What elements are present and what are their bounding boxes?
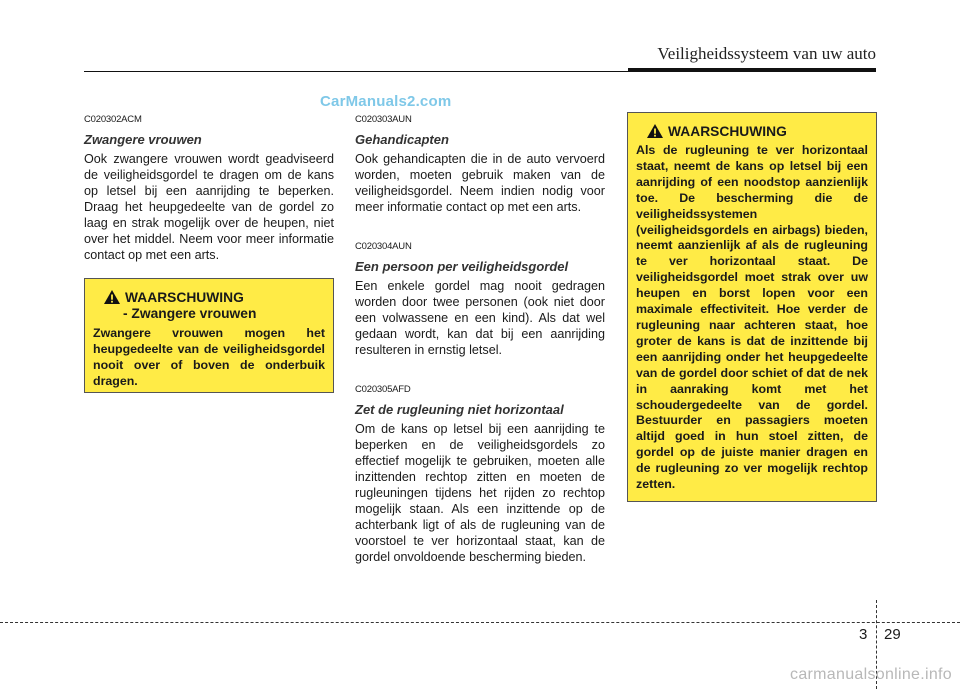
warning-triangle-icon bbox=[103, 289, 121, 305]
warning-text: Als de rugleuning te ver horizontaal staat, neemt de kans op letsel bij een aanrijding of een noodstop aanzienlijk toe. De bescherming die de veiligheidssystemen (veiligheidsgordels en airbags) bieden, neemt aanzienlijk af als de rugleuning te ver horizontaal staat. De veiligheidsgordel moet strak over uw heupen en borst lopen voor een maximale effectiviteit. Hoe verder de rugleuning naar achteren staat, hoe groter de kans is dat de inzittende bij een aanrijding onder het heupgedeelte van de gordel door schiet of dat de nek in aanraking komt met het schoudergedeelte van de gordel. Bestuurder en passagiers moeten altijd goed in hun stoel zitten, de gordel op de juiste manier dragen en de rugleuning zo ver mogelijk rechtop zetten. bbox=[636, 143, 868, 492]
page-number: 29 bbox=[884, 626, 901, 643]
section-code: C020303AUN bbox=[355, 114, 412, 125]
watermark-top: CarManuals2.com bbox=[320, 93, 452, 110]
section-code: C020305AFD bbox=[355, 384, 411, 395]
section-code: C020304AUN bbox=[355, 241, 412, 252]
warning-text: Zwangere vrouwen mogen het heupgedeelte van de veiligheidsgordel nooit over of boven de onderbuik dragen. bbox=[93, 326, 325, 388]
section-heading: Gehandicapten bbox=[355, 132, 449, 147]
section-heading: Zwangere vrouwen bbox=[84, 132, 202, 147]
chapter-number: 3 bbox=[859, 626, 868, 643]
middle-column bbox=[355, 112, 605, 589]
left-column bbox=[84, 112, 334, 287]
header-rule-accent bbox=[628, 68, 876, 72]
section-heading: Een persoon per veiligheidsgordel bbox=[355, 259, 569, 274]
section-text: Ook zwangere vrouwen wordt geadviseerd de veiligheidsgordel te dragen om de kans op letsel bij een aanrijding te beperken. Draag het heupgedeelte van de gordel zo laag en strak mogelijk over de heupen, niet over het middel. Neem voor meer informatie contact op met een arts. bbox=[84, 152, 334, 262]
section-text: Een enkele gordel mag nooit gedragen worden door twee personen (ook niet door een volwassene en een kind). Als dat wel gedaan wordt, kan dat bij een aanrijding resulteren in ernstig letsel. bbox=[355, 279, 605, 357]
warning-box-seatback bbox=[627, 112, 877, 502]
watermark-bottom: carmanualsonline.info bbox=[790, 666, 952, 683]
warning-header bbox=[646, 123, 868, 139]
section-heading: Zet de rugleuning niet horizontaal bbox=[355, 402, 564, 417]
warning-title: WAARSCHUWING bbox=[668, 123, 787, 139]
warning-box-pregnant bbox=[84, 278, 334, 393]
warning-triangle-icon bbox=[646, 123, 664, 139]
page-header-title: Veiligheidssysteem van uw auto bbox=[657, 44, 876, 63]
warning-title: WAARSCHUWING bbox=[125, 289, 244, 305]
warning-subtitle: - Zwangere vrouwen bbox=[123, 306, 257, 321]
section-text: Ook gehandicapten die in de auto vervoerd worden, moeten gebruik maken van de veiligheidsgordel. Neem indien nodig voor meer informatie contact op met een arts. bbox=[355, 152, 605, 214]
section-text: Om de kans op letsel bij een aanrijding te beperken en de veiligheidsgordels zo effectief mogelijk te gebruiken, moeten alle inzittenden rechtop zitten en moeten de rugleuningen tijdens het rijden zo rechtop mogelijk staan. Als een inzittende op de achterbank ligt of als de rugleuning van de voorstoel te ver horizontaal staat, kan de gordel onvoldoende bescherming bieden. bbox=[355, 422, 605, 564]
section-code: C020302ACM bbox=[84, 114, 142, 125]
warning-header bbox=[103, 289, 325, 305]
footer-rule bbox=[0, 622, 960, 623]
